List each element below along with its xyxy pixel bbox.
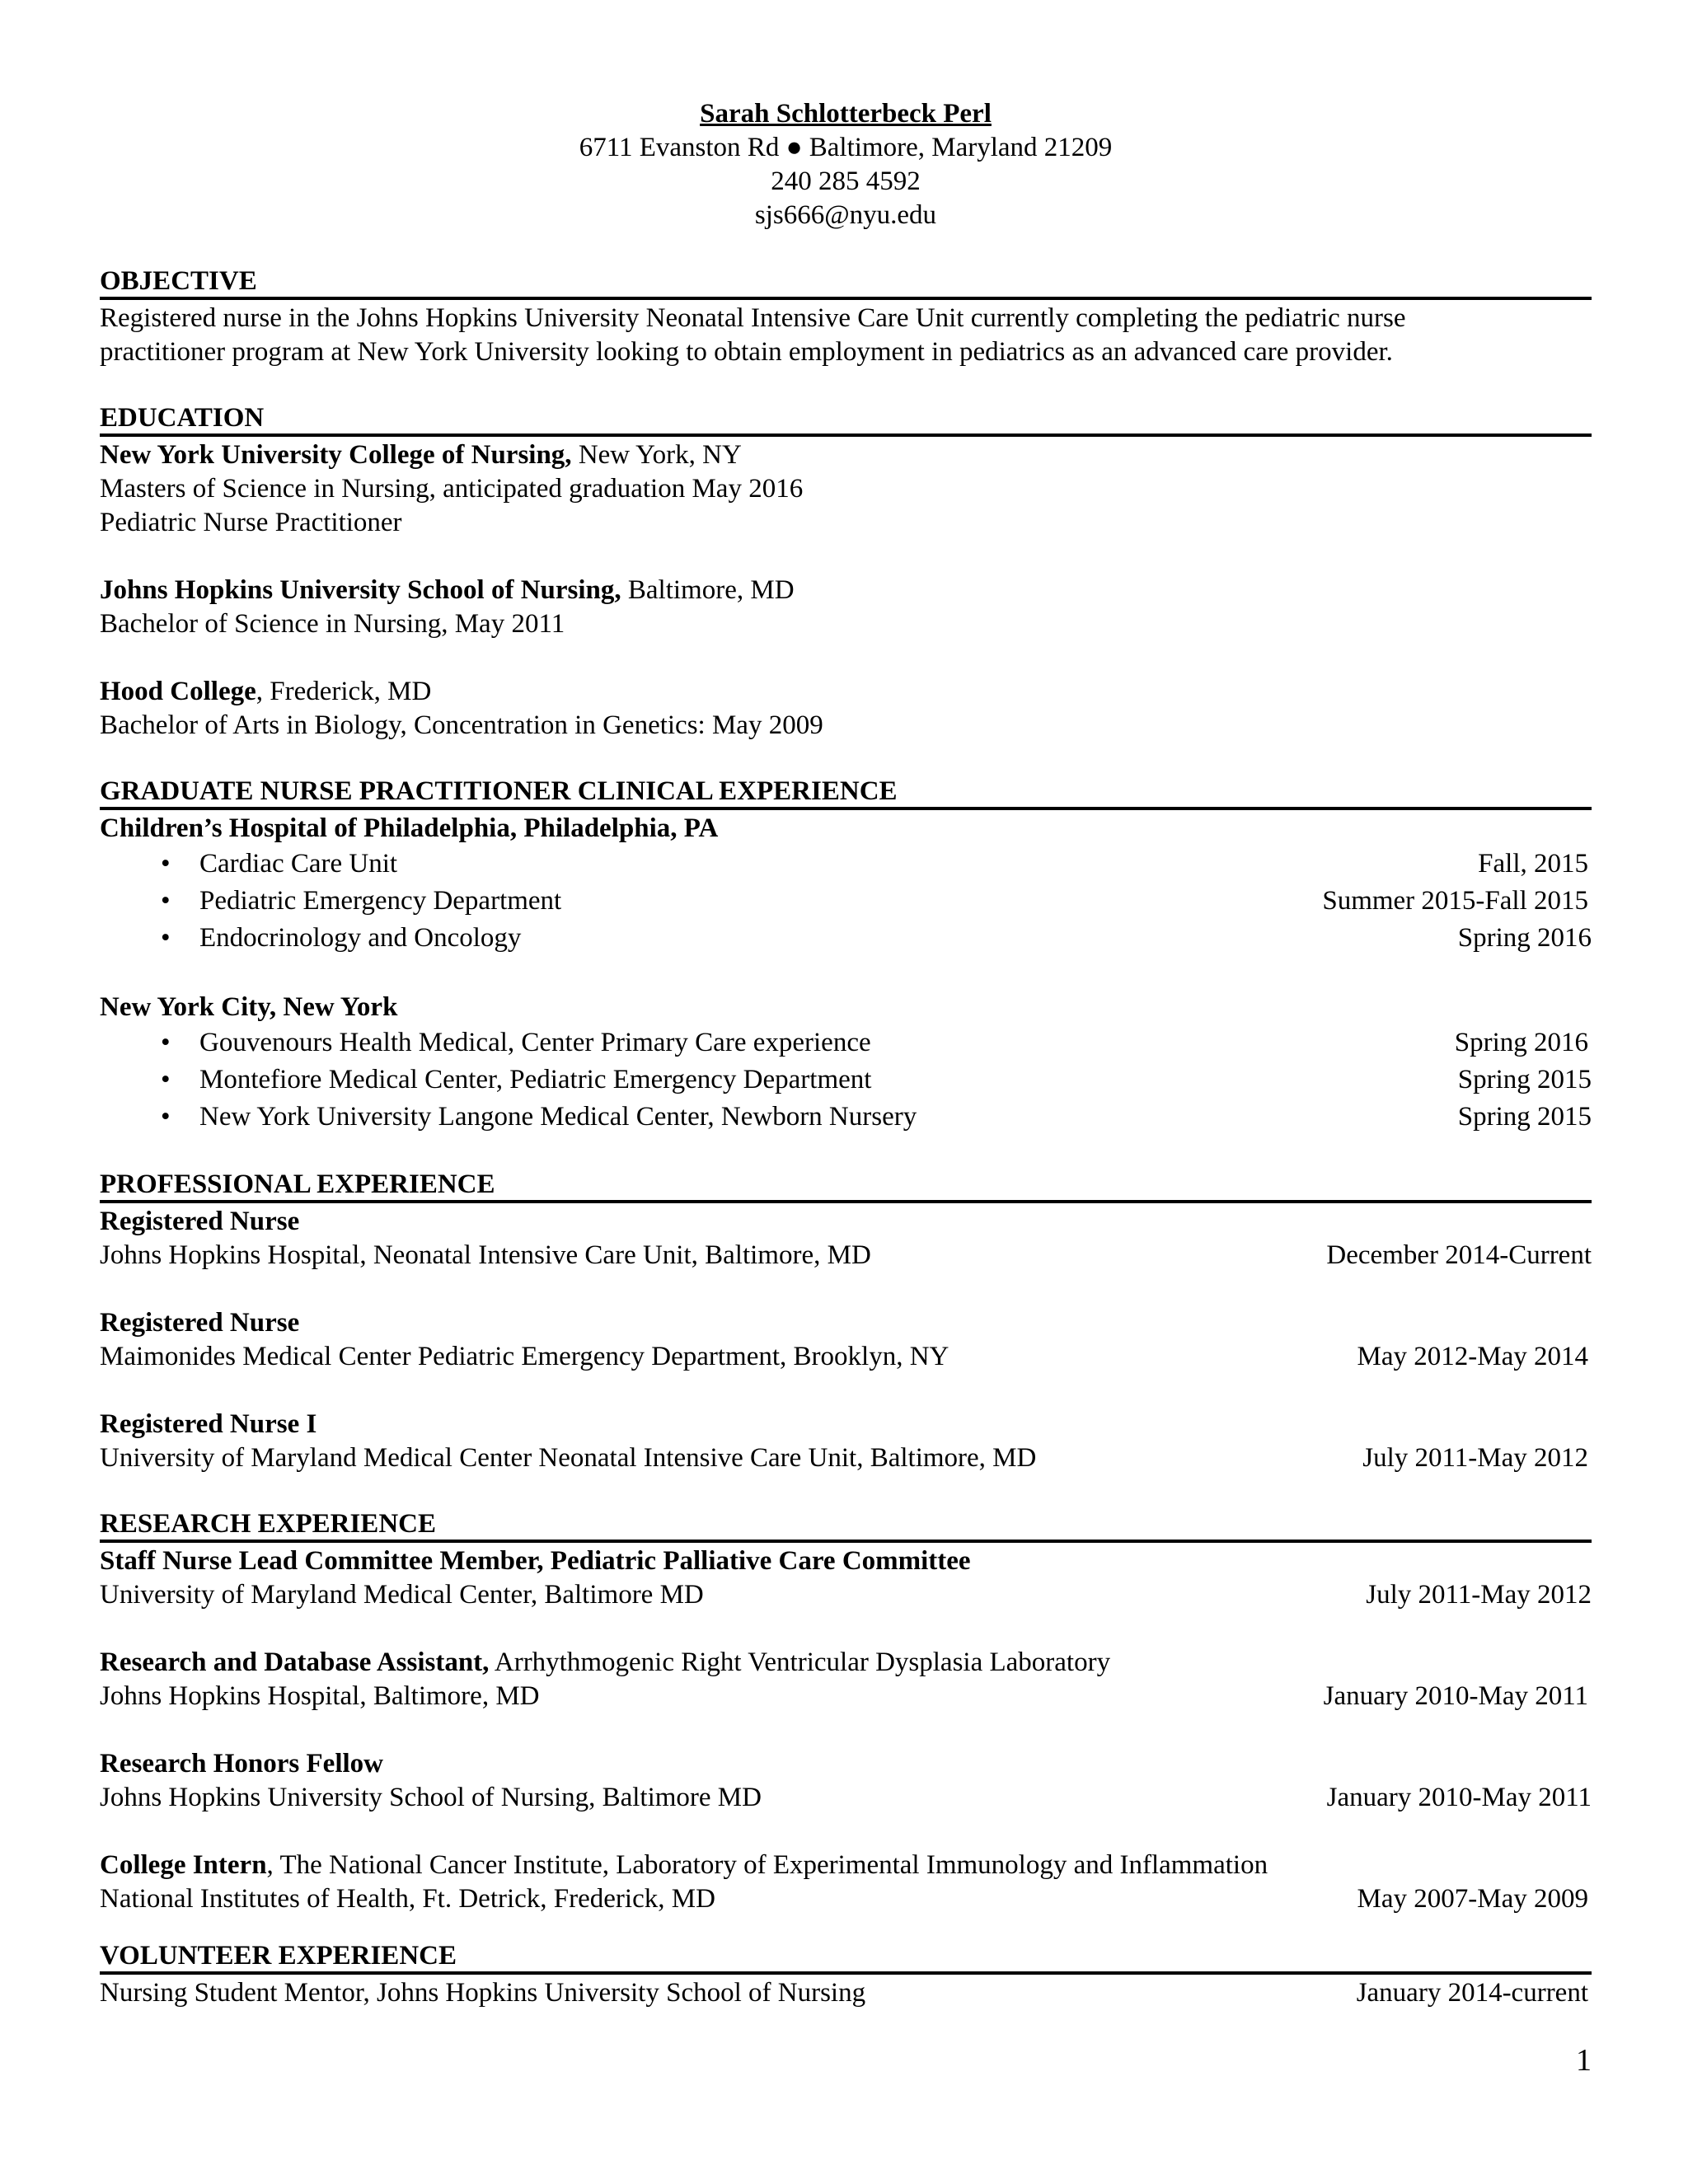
objective-text-line: Registered nurse in the Johns Hopkins University Neonatal Intensive Care Unit currently completing the pediatric nurse <box>100 303 1406 333</box>
section-title-professional: PROFESSIONAL EXPERIENCE <box>100 1169 1592 1203</box>
research-role: Research Honors Fellow <box>100 1749 384 1779</box>
job-date: May 2012-May 2014 <box>1357 1342 1588 1371</box>
bullet-icon: • <box>161 1065 171 1094</box>
page-number: 1 <box>1576 2043 1592 2078</box>
job-place: Johns Hopkins Hospital, Neonatal Intensive Care Unit, Baltimore, MD <box>100 1240 871 1270</box>
job-role: Registered Nurse <box>100 1308 300 1338</box>
rotation-date: Spring 2015 <box>1457 1102 1592 1132</box>
section-title-clinical: GRADUATE NURSE PRACTITIONER CLINICAL EXPERIENCE <box>100 776 1592 810</box>
address: 6711 Evanston Rd ● Baltimore, Maryland 21209 <box>579 133 1113 162</box>
research-role: Research and Database Assistant, <box>100 1647 490 1677</box>
education-section <box>100 403 1592 743</box>
clinical-group-heading: New York City, New York <box>100 992 398 1022</box>
rotation-date: Fall, 2015 <box>1478 849 1588 879</box>
research-place: National Institutes of Health, Ft. Detrick, Frederick, MD <box>100 1884 715 1914</box>
degree: Bachelor of Arts in Biology, Concentration in Genetics: May 2009 <box>100 710 823 740</box>
bullet-icon: • <box>161 923 171 953</box>
education-entry <box>100 574 1592 641</box>
section-title-education: EDUCATION <box>100 403 1592 437</box>
research-place: University of Maryland Medical Center, Baltimore MD <box>100 1580 704 1610</box>
section-title-volunteer: VOLUNTEER EXPERIENCE <box>100 1941 1592 1975</box>
research-date: January 2010-May 2011 <box>1326 1783 1592 1812</box>
research-place: Johns Hopkins University School of Nursing, Baltimore MD <box>100 1783 762 1812</box>
rotation-label: Montefiore Medical Center, Pediatric Emergency Department <box>199 1065 872 1094</box>
school-name: Hood College <box>100 677 256 706</box>
rotation-date: Spring 2016 <box>1454 1028 1588 1057</box>
job-role: Registered Nurse <box>100 1207 300 1236</box>
job-date: July 2011-May 2012 <box>1362 1443 1588 1473</box>
rotation-label: New York University Langone Medical Center, Newborn Nursery <box>199 1102 917 1132</box>
list-item <box>100 1024 1592 1062</box>
education-entry <box>100 675 1592 743</box>
bullet-icon: • <box>161 849 171 879</box>
school-location: , Frederick, MD <box>256 677 432 706</box>
bullet-icon: • <box>161 1028 171 1057</box>
school-name: New York University College of Nursing, <box>100 440 572 470</box>
research-date: January 2010-May 2011 <box>1323 1681 1588 1711</box>
research-entry <box>100 1544 1592 1612</box>
clinical-list <box>100 846 1592 957</box>
rotation-label: Gouvenours Health Medical, Center Primary Care experience <box>199 1028 871 1057</box>
clinical-group-heading: Children’s Hospital of Philadelphia, Philadelphia, PA <box>100 813 719 843</box>
list-item <box>100 1062 1592 1099</box>
bullet-icon: • <box>161 1102 171 1132</box>
research-date: July 2011-May 2012 <box>1366 1580 1592 1610</box>
job-entry <box>100 1205 1592 1272</box>
research-date: May 2007-May 2009 <box>1357 1884 1588 1914</box>
degree: Bachelor of Science in Nursing, May 2011 <box>100 609 565 639</box>
job-place: Maimonides Medical Center Pediatric Emergency Department, Brooklyn, NY <box>100 1342 950 1371</box>
objective-text-line: practitioner program at New York University looking to obtain employment in pediatrics as an advanced care provider. <box>100 337 1393 367</box>
email: sjs666@nyu.edu <box>754 200 937 230</box>
volunteer-place: Nursing Student Mentor, Johns Hopkins University School of Nursing <box>100 1978 866 2008</box>
rotation-label: Cardiac Care Unit <box>199 849 398 879</box>
volunteer-entry <box>100 1976 1592 2010</box>
research-entry <box>100 1849 1592 1916</box>
job-entry <box>100 1408 1592 1475</box>
education-entry <box>100 438 1592 540</box>
list-item <box>100 883 1592 920</box>
list-item <box>100 846 1592 883</box>
research-role: Staff Nurse Lead Committee Member, Pediatric Palliative Care Committee <box>100 1546 971 1576</box>
resume-header <box>100 97 1592 232</box>
candidate-name: Sarah Schlotterbeck Perl <box>700 99 992 129</box>
research-entry <box>100 1747 1592 1815</box>
job-date: December 2014-Current <box>1326 1240 1592 1270</box>
job-role: Registered Nurse I <box>100 1409 317 1439</box>
school-name: Johns Hopkins University School of Nursing, <box>100 575 621 605</box>
job-entry <box>100 1306 1592 1374</box>
rotation-date: Spring 2016 <box>1457 923 1592 953</box>
professional-section <box>100 1169 1592 1475</box>
clinical-section <box>100 776 1592 1136</box>
list-item <box>100 1099 1592 1136</box>
rotation-label: Pediatric Emergency Department <box>199 886 562 916</box>
research-place: Johns Hopkins Hospital, Baltimore, MD <box>100 1681 540 1711</box>
clinical-list <box>100 1024 1592 1136</box>
list-item <box>100 920 1592 957</box>
school-location: New York, NY <box>571 440 742 470</box>
objective-section <box>100 266 1592 369</box>
research-entry <box>100 1646 1592 1713</box>
rotation-date: Spring 2015 <box>1457 1065 1592 1094</box>
job-place: University of Maryland Medical Center Neonatal Intensive Care Unit, Baltimore, MD <box>100 1443 1037 1473</box>
school-location: Baltimore, MD <box>621 575 795 605</box>
resume-page <box>100 97 1592 2010</box>
volunteer-date: January 2014-current <box>1356 1978 1588 2008</box>
research-role-detail: Arrhythmogenic Right Ventricular Dysplasia Laboratory <box>489 1647 1111 1677</box>
section-title-research: RESEARCH EXPERIENCE <box>100 1509 1592 1543</box>
rotation-label: Endocrinology and Oncology <box>199 923 522 953</box>
degree: Masters of Science in Nursing, anticipated graduation May 2016 <box>100 474 804 504</box>
research-role-detail: , The National Cancer Institute, Laboratory of Experimental Immunology and Inflammation <box>266 1850 1268 1880</box>
bullet-icon: • <box>161 886 171 916</box>
research-role: College Intern <box>100 1850 267 1880</box>
phone: 240 285 4592 <box>771 166 921 196</box>
research-section <box>100 1509 1592 1916</box>
volunteer-section <box>100 1941 1592 2010</box>
section-title-objective: OBJECTIVE <box>100 266 1592 300</box>
rotation-date: Summer 2015-Fall 2015 <box>1322 886 1588 916</box>
degree-detail: Pediatric Nurse Practitioner <box>100 508 402 537</box>
